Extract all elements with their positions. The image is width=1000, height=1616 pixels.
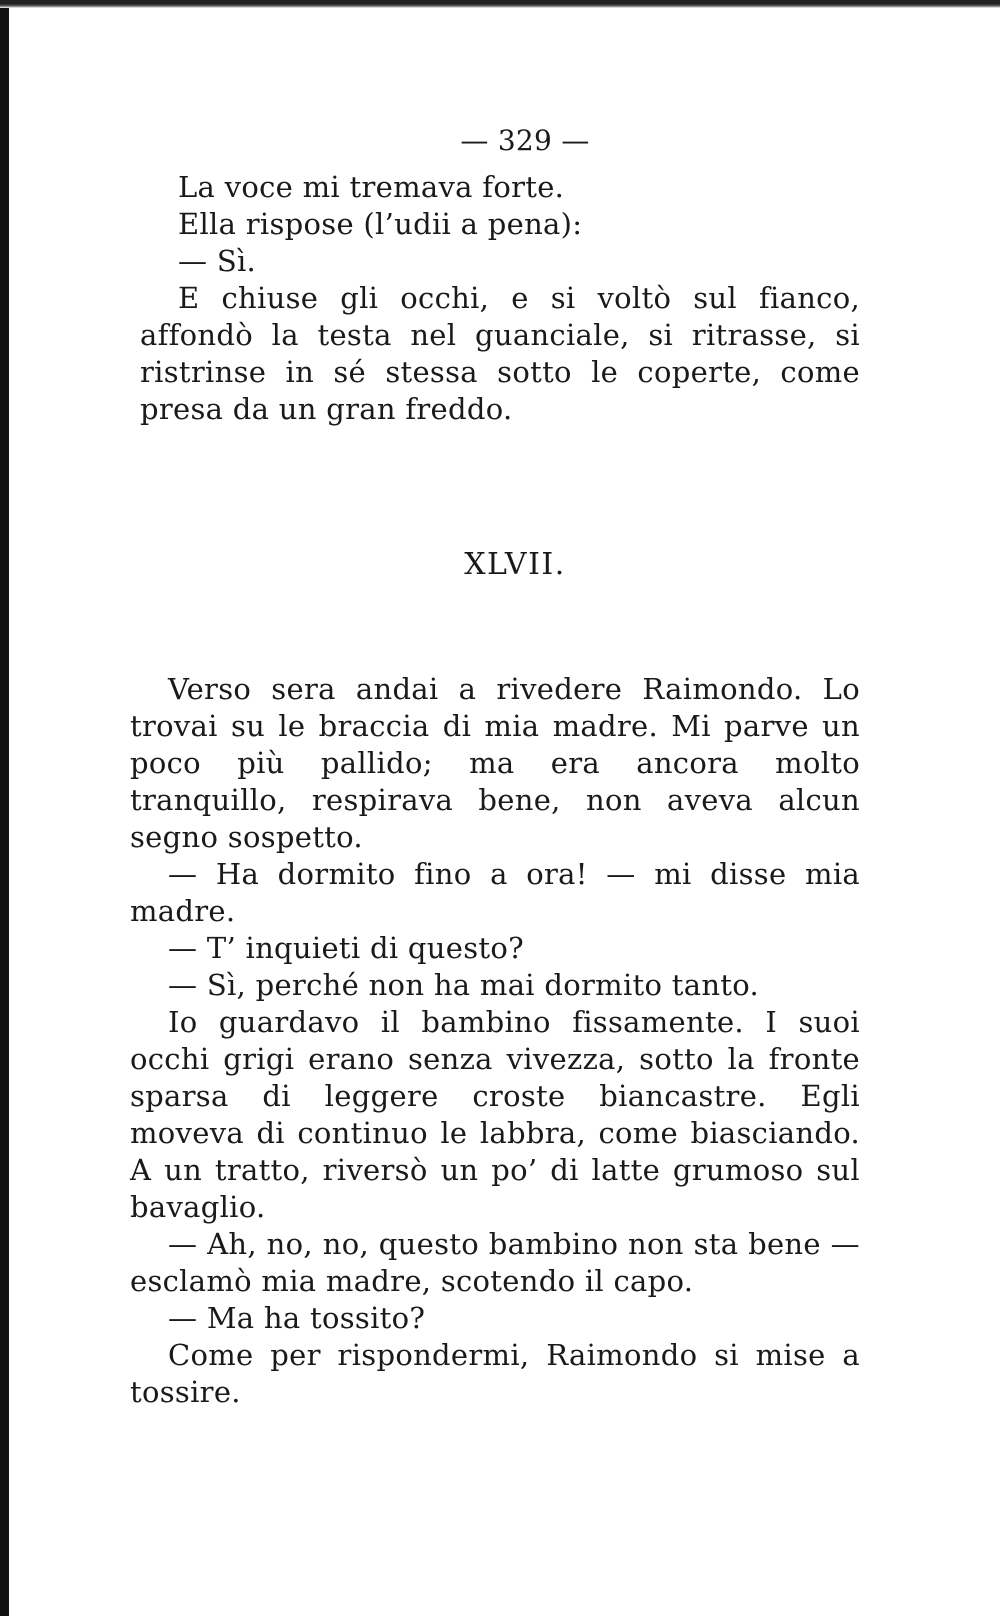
paragraph: — Ma ha tossito? bbox=[168, 1301, 426, 1335]
paragraph: Ella rispose (l’udii a pena): bbox=[178, 207, 583, 241]
paragraph: — Ha dormito fino a ora! — mi disse mia madre. bbox=[130, 857, 860, 928]
page-number: — 329 — bbox=[460, 124, 590, 157]
paragraph: — T’ inquieti di questo? bbox=[168, 931, 524, 965]
book-page bbox=[130, 122, 860, 1411]
paragraph: — Sì, perché non ha mai dormito tanto. bbox=[168, 968, 760, 1002]
paragraph: — Sì. bbox=[178, 244, 257, 278]
text-section-continued bbox=[130, 169, 860, 428]
chapter-heading: XLVII. bbox=[464, 547, 566, 582]
paragraph: La voce mi tremava forte. bbox=[178, 170, 565, 204]
paragraph: Verso sera andai a rivedere Raimondo. Lo trovai su le braccia di mia madre. Mi parve un poco più pallido; ma era ancora molto tranquillo, respirava bene, non aveva alcun segno sospetto. bbox=[130, 672, 860, 854]
paragraph: — Ah, no, no, questo bambino non sta bene — esclamò mia madre, scotendo il capo. bbox=[130, 1227, 860, 1298]
text-section-chapter bbox=[130, 671, 860, 1411]
paragraph: Come per rispondermi, Raimondo si mise a tossire. bbox=[130, 1338, 860, 1409]
page-binding-edge bbox=[0, 0, 9, 1616]
paragraph: E chiuse gli occhi, e si voltò sul fianco, affondò la testa nel guanciale, si ritrasse, si ristrinse in sé stessa sotto le coperte, come presa da un gran freddo. bbox=[140, 281, 860, 426]
page-top-edge bbox=[0, 0, 1000, 8]
paragraph: Io guardavo il bambino fissamente. I suoi occhi grigi erano senza vivezza, sotto la fronte sparsa di leggere croste biancastre. Egli moveva di continuo le labbra, come biasciando. A un tratto, riversò un po’ di latte grumoso sul bavaglio. bbox=[130, 1005, 860, 1224]
